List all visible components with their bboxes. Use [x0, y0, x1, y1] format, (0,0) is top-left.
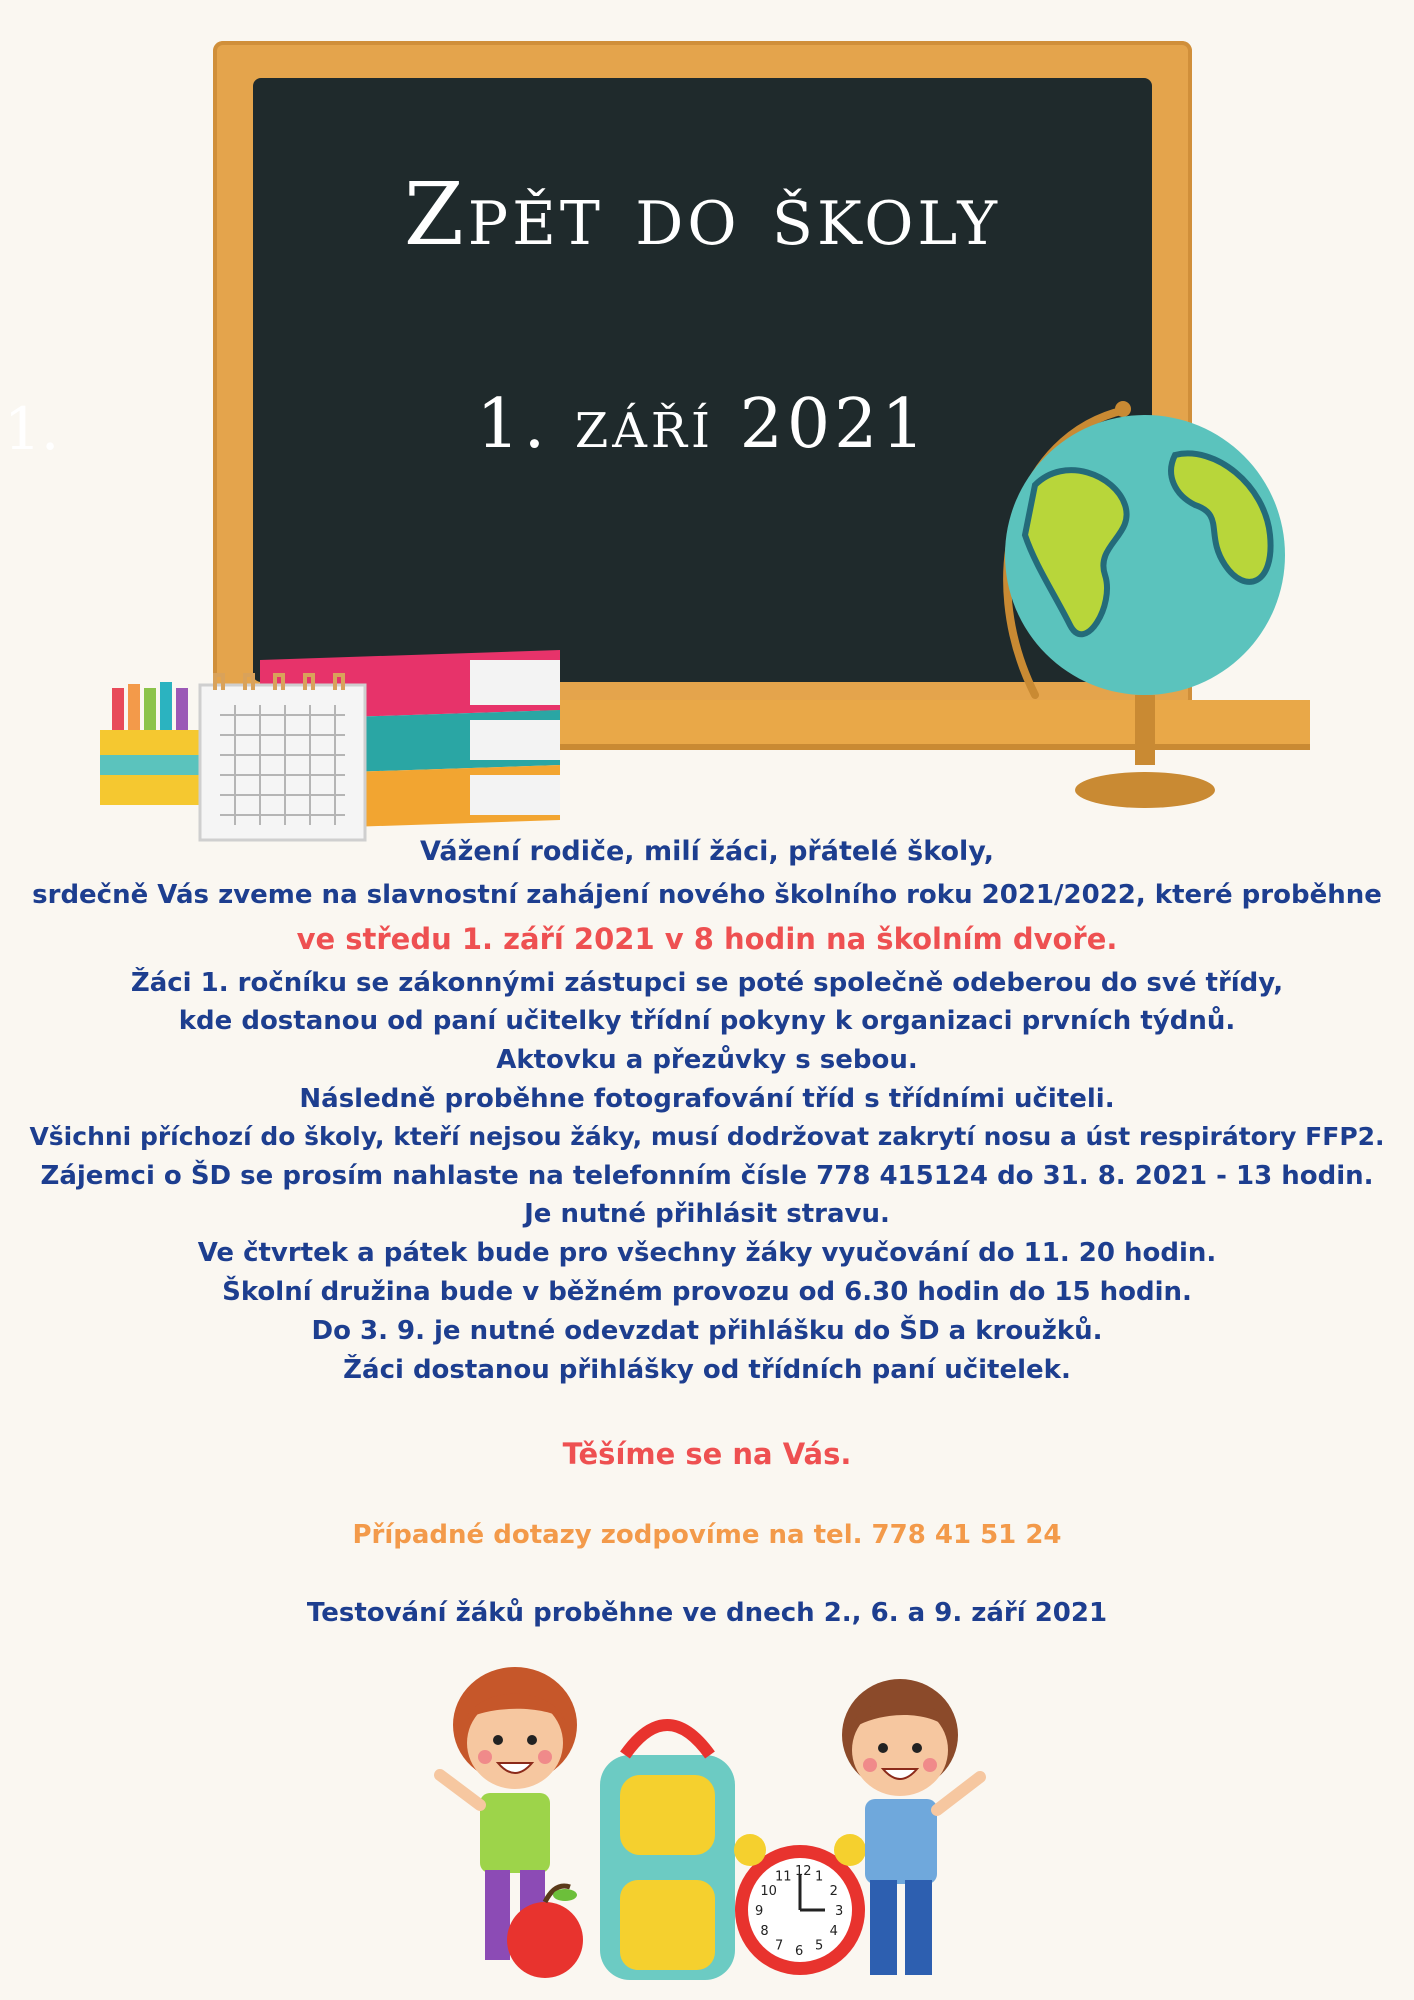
clock-numeral: 11 — [775, 1869, 792, 1885]
info-line: Žáci 1. ročníku se zákonnými zástupci se poté společně odeberou do své třídy, — [130, 968, 1284, 998]
alarm-clock-icon — [734, 1834, 866, 1975]
info-line: kde dostanou od paní učitelky třídní pokyny k organizaci prvních týdnů. — [178, 1006, 1236, 1036]
clock-numeral: 5 — [815, 1938, 824, 1954]
board-title: Zpět do školy — [403, 165, 1002, 265]
clock-numeral: 6 — [795, 1944, 804, 1959]
boy-icon — [842, 1679, 980, 1975]
info-line: Zájemci o ŠD se prosím nahlaste na telefonním čísle 778 415124 do 31. 8. 2021 - 13 hodin. — [40, 1161, 1374, 1191]
kids-illustration — [420, 1665, 1010, 1995]
info-line: Žáci dostanou přihlášky od třídních paní učitelek. — [343, 1355, 1071, 1385]
stray-mark: 1. — [4, 395, 60, 463]
board-date: 1. září 2021 — [476, 385, 929, 464]
clock-numeral: 3 — [835, 1904, 844, 1919]
clock-numeral: 1 — [815, 1869, 824, 1885]
backpack-icon — [600, 1725, 735, 1980]
notepad-icon — [195, 665, 370, 845]
info-line: Aktovku a přezůvky s sebou. — [496, 1045, 918, 1075]
pencil-box-icon — [100, 680, 210, 810]
info-line: Následně proběhne fotografování tříd s třídními učiteli. — [299, 1084, 1115, 1114]
clock-numeral: 7 — [775, 1938, 784, 1954]
info-line: Je nutné přihlásit stravu. — [524, 1199, 890, 1229]
invitation-line: srdečně Vás zveme na slavnostní zahájení nového školního roku 2021/2022, které proběhne — [32, 880, 1382, 910]
clock-numeral: 12 — [795, 1864, 812, 1879]
testing-text: Testování žáků proběhne ve dnech 2., 6. a 9. září 2021 — [306, 1598, 1108, 1628]
info-line: Školní družina bude v běžném provozu od 6.30 hodin do 15 hodin. — [222, 1277, 1192, 1307]
clock-numeral: 2 — [829, 1884, 838, 1899]
closing-text: Těšíme se na Vás. — [562, 1437, 852, 1471]
clock-numeral: 10 — [760, 1884, 777, 1899]
questions-text: Případné dotazy zodpovíme na tel. 778 41 51 24 — [352, 1520, 1062, 1550]
clock-numeral: 4 — [829, 1924, 838, 1939]
clock-numeral: 9 — [755, 1904, 764, 1919]
apple-icon — [507, 1886, 583, 1978]
clock-numeral: 8 — [760, 1924, 769, 1939]
greeting: Vážení rodiče, milí žáci, přátelé školy, — [419, 836, 995, 867]
info-line: Do 3. 9. je nutné odevzdat přihlášku do ŠD a kroužků. — [311, 1316, 1103, 1346]
info-line: Ve čtvrtek a pátek bude pro všechny žáky vyučování do 11. 20 hodin. — [197, 1238, 1217, 1268]
globe-icon — [975, 395, 1295, 815]
event-highlight: ve středu 1. září 2021 v 8 hodin na školním dvoře. — [296, 922, 1118, 956]
info-line: Všichni příchozí do školy, kteří nejsou žáky, musí dodržovat zakrytí nosu a úst respirátory FFP2. — [29, 1122, 1385, 1151]
